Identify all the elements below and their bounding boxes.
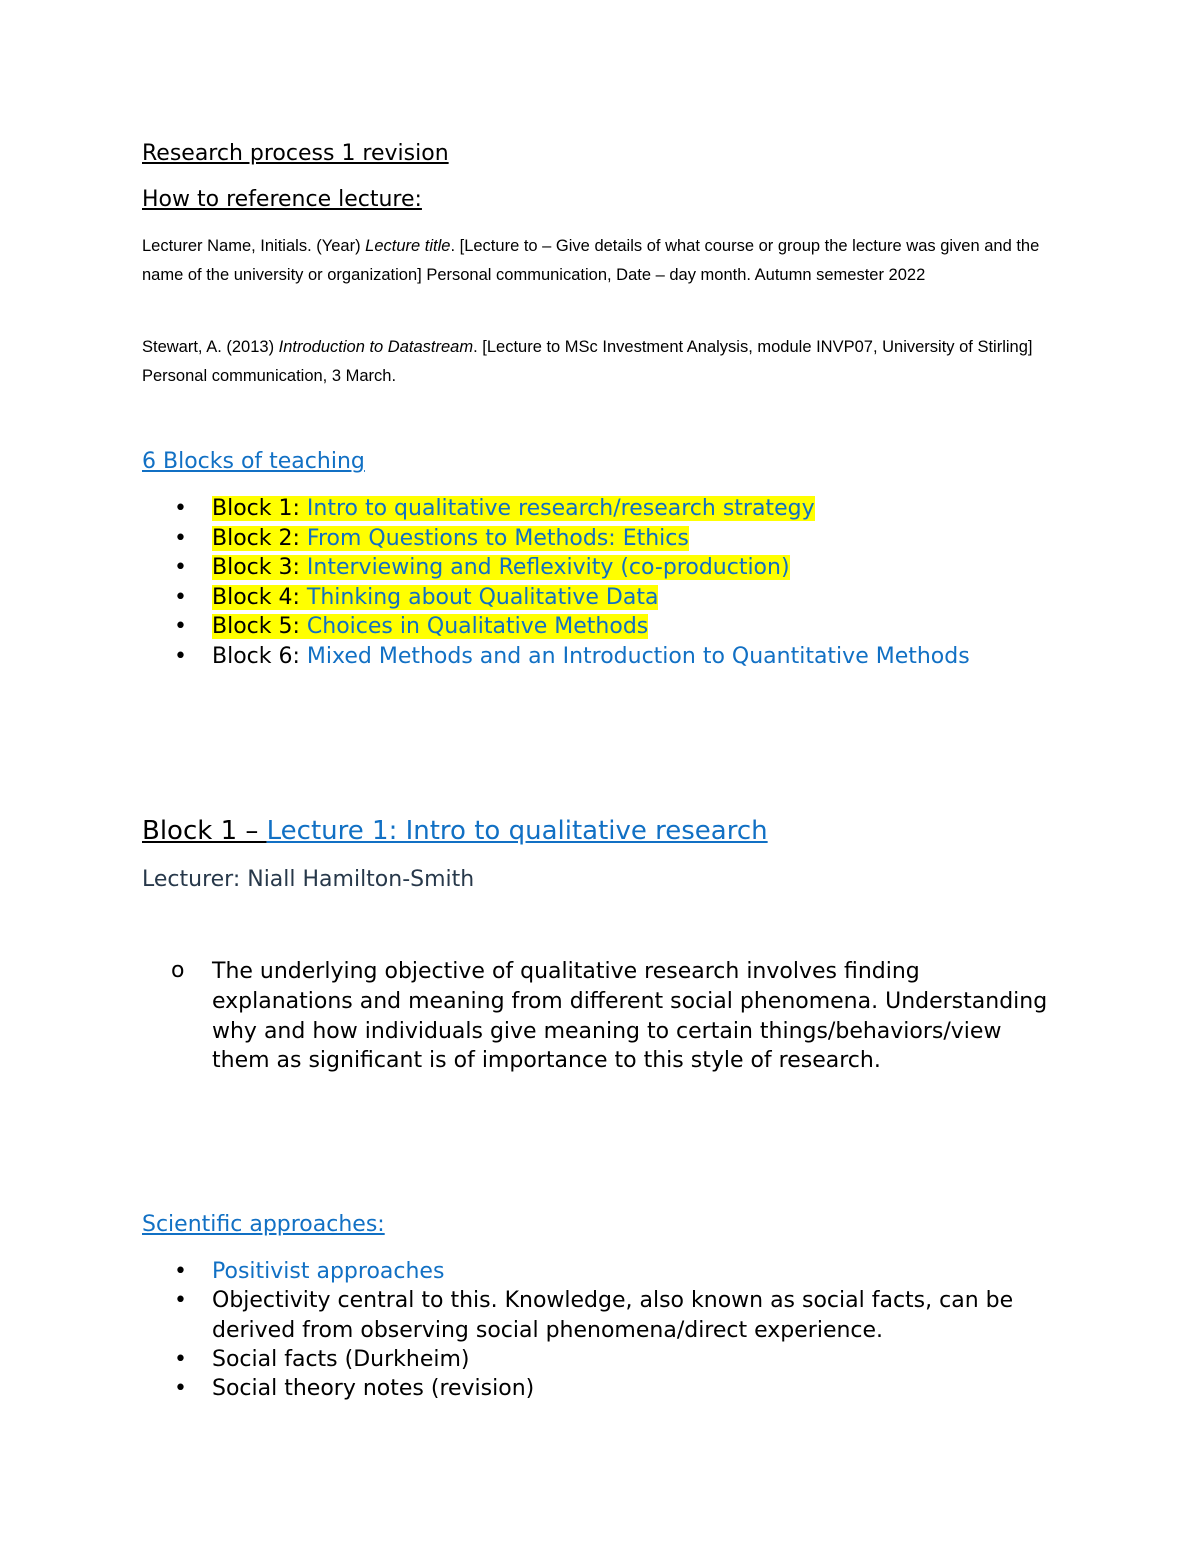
block1-heading-prefix: Block 1 – (142, 816, 267, 846)
block-label: Block 1: (212, 496, 307, 521)
bullet-icon: • (174, 1346, 187, 1372)
blocks-list (142, 494, 970, 672)
reference-example-italic: Introduction to Datastream (278, 338, 474, 356)
scientific-approaches-heading[interactable]: Scientific approaches: (142, 1212, 385, 1237)
bullet-icon: • (174, 525, 187, 551)
reference-template-part2: . [Lecture to – Give details of what course or group the lecture was given and the name of the university or organization] Personal communication, Date – day month. Autumn semester 2022 (142, 237, 1040, 284)
bullet-icon: • (174, 1376, 187, 1402)
block-item-text (212, 555, 790, 580)
scientific-approach-text: Social theory notes (revision) (212, 1376, 535, 1402)
reference-template-italic: Lecture title (365, 237, 451, 255)
scientific-approach-item (142, 1374, 1052, 1403)
block-label: Block 2: (212, 525, 307, 551)
block1-heading (142, 816, 768, 846)
document-title: Research process 1 revision (142, 141, 449, 166)
objective-paragraph: The underlying objective of qualitative research involves finding explanations and meaning from different social phenomena. Understanding why and how individuals give meaning to certain things/behaviors/view them as significant is of importance to this style of research. (212, 959, 1048, 1074)
reference-example-part1: Stewart, A. (2013) (142, 338, 279, 356)
reference-example (142, 333, 1062, 391)
scientific-approach-text: Social facts (Durkheim) (212, 1346, 470, 1372)
block-topic-link[interactable]: Interviewing and Reflexivity (co-production) (306, 555, 790, 581)
scientific-approaches-list (142, 1257, 1052, 1403)
how-to-reference-heading: How to reference lecture: (142, 187, 422, 212)
block-item (142, 553, 970, 583)
circle-bullet-icon: o (171, 958, 185, 983)
bullet-icon: • (174, 1288, 187, 1314)
bullet-icon: • (174, 643, 187, 669)
block-item (142, 642, 970, 672)
reference-template-part1: Lecturer Name, Initials. (Year) (142, 237, 366, 255)
scientific-approach-item (142, 1286, 1052, 1345)
block-item-text (212, 585, 658, 610)
blocks-heading[interactable]: 6 Blocks of teaching (142, 449, 365, 474)
block-item (142, 524, 970, 554)
scientific-approach-item (142, 1345, 1052, 1374)
reference-example-part2: . [Lecture to MSc Investment Analysis, module INVP07, University of Stirling] Personal communication, 3 March. (142, 338, 1033, 385)
block-item-text (212, 526, 689, 551)
block-label: Block 3: (212, 555, 307, 581)
bullet-icon: • (174, 584, 187, 610)
block-topic-link[interactable]: Choices in Qualitative Methods (306, 614, 649, 640)
bullet-icon: • (174, 555, 187, 581)
scientific-approach-link[interactable]: Positivist approaches (212, 1259, 445, 1284)
bullet-icon: • (174, 1259, 187, 1284)
reference-template (142, 232, 1062, 290)
block-topic-link[interactable]: From Questions to Methods: Ethics (306, 525, 689, 551)
bullet-icon: • (174, 496, 187, 521)
lecturer-name: Lecturer: Niall Hamilton-Smith (142, 867, 475, 892)
block-item (142, 612, 970, 642)
block-item-text (212, 496, 815, 521)
block-item (142, 583, 970, 613)
block1-lecture-link[interactable]: Lecture 1: Intro to qualitative research (266, 816, 768, 846)
block-label: Block 5: (212, 614, 307, 640)
scientific-approach-text: Objectivity central to this. Knowledge, also known as social facts, can be derived from observing social phenomena/direct experience. (212, 1288, 1014, 1343)
scientific-approach-item (142, 1257, 1052, 1286)
block-topic-link[interactable]: Mixed Methods and an Introduction to Quantitative Methods (306, 643, 970, 669)
block-label: Block 6: (212, 643, 307, 669)
block-topic-link[interactable]: Thinking about Qualitative Data (306, 584, 659, 610)
block-topic-link[interactable]: Intro to qualitative research/research strategy (306, 496, 815, 521)
block-label: Block 4: (212, 584, 307, 610)
block-item-text (212, 644, 970, 669)
bullet-icon: • (174, 614, 187, 640)
block-item (142, 494, 970, 524)
block-item-text (212, 614, 648, 639)
